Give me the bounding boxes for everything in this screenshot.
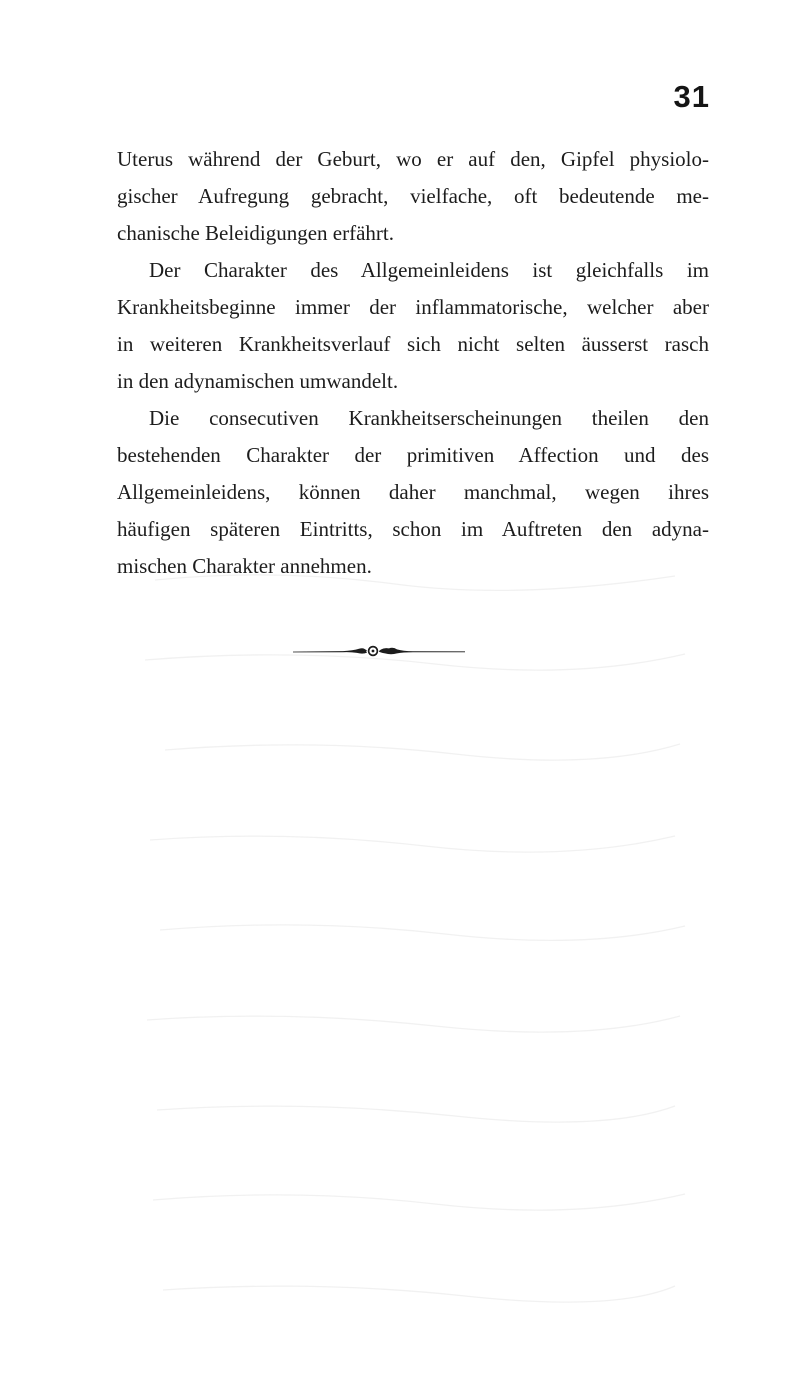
- ornament-divider: [293, 644, 465, 658]
- text-line: in den adynamischen umwandelt.: [117, 369, 399, 393]
- text-line: Krankheitsbeginne immer der inflammatorische, welcher aber: [117, 295, 709, 319]
- page-number: 31: [673, 79, 710, 114]
- text-line: chanische Beleidigungen erfährt.: [117, 221, 394, 245]
- paper-show-through: [135, 540, 695, 1360]
- text-line: Uterus während der Geburt, wo er auf den, Gipfel physiolo-: [117, 147, 709, 171]
- text-line: Der Charakter des Allgemeinleidens ist gleichfalls im: [149, 258, 709, 282]
- text-line: gischer Aufregung gebracht, vielfache, oft bedeutende me-: [117, 184, 709, 208]
- text-line: in weiteren Krankheitsverlauf sich nicht selten äusserst rasch: [117, 332, 709, 356]
- text-line: mischen Charakter annehmen.: [117, 554, 372, 578]
- text-line: häufigen späteren Eintritts, schon im Auftreten den adyna-: [117, 517, 709, 541]
- text-line: bestehenden Charakter der primitiven Affection und des: [117, 443, 709, 467]
- text-line: Allgemeinleidens, können daher manchmal, wegen ihres: [117, 480, 709, 504]
- text-line: Die consecutiven Krankheitserscheinungen theilen den: [149, 406, 709, 430]
- body-text: [117, 141, 709, 585]
